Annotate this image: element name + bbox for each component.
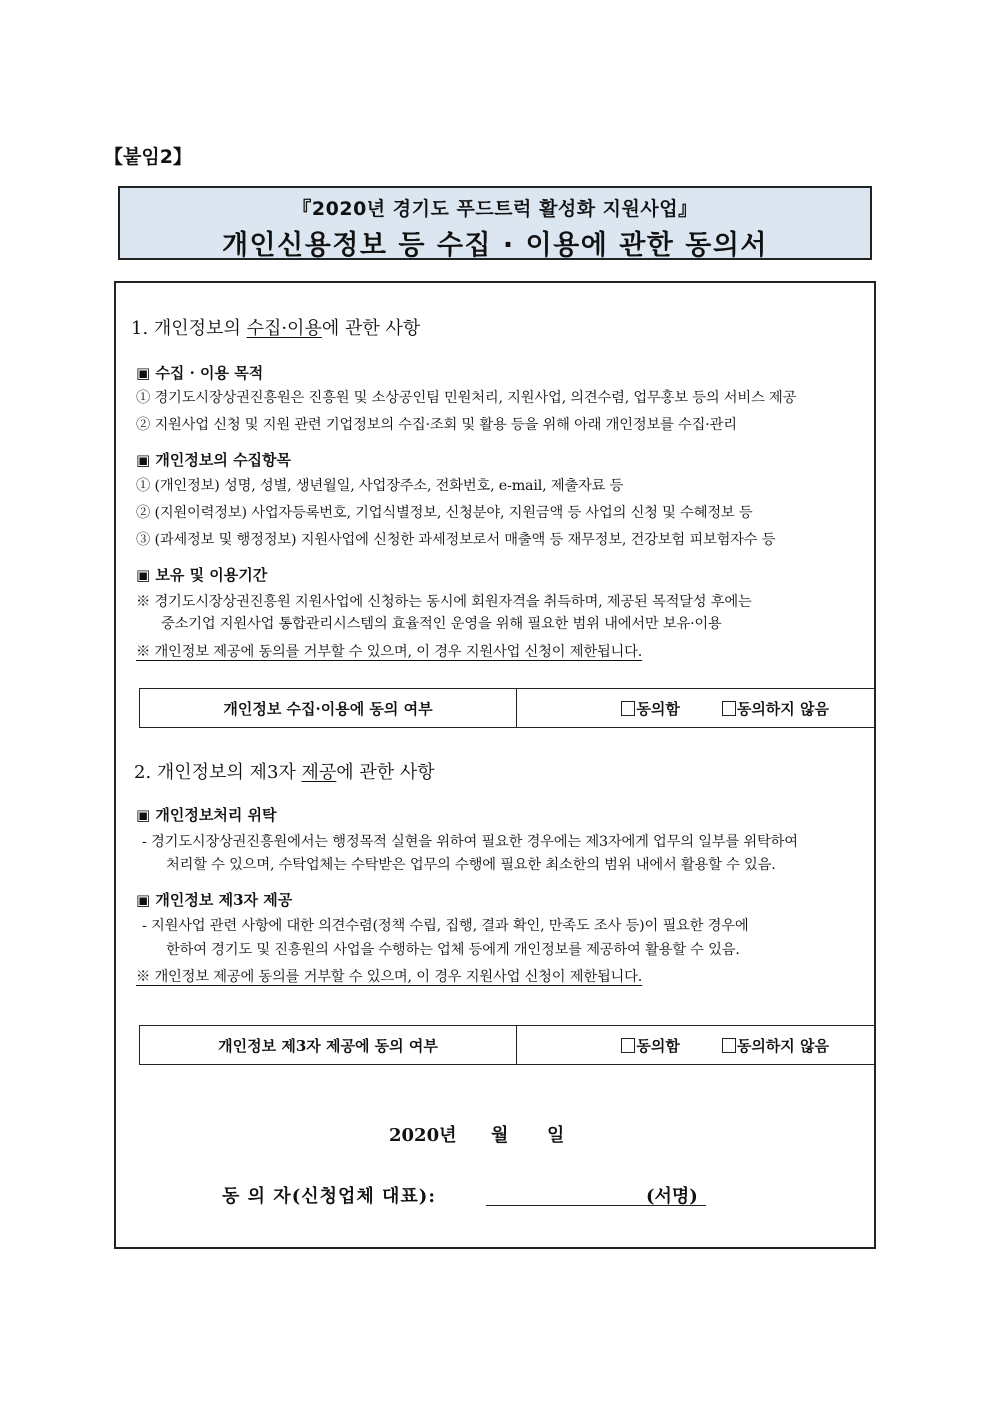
consent-third-party-agree[interactable] (621, 1035, 679, 1056)
consent-third-party-options (517, 1026, 875, 1064)
disagree-label: 동의하지 않음 (736, 699, 829, 718)
third-party-heading: ▣ 개인정보 제3자 제공 (136, 891, 293, 909)
consent-box-collection (139, 688, 876, 728)
consent-third-party-disagree[interactable] (722, 1035, 829, 1056)
date-month: 월 (491, 1125, 509, 1146)
section2-number: 2. 개인정보의 제3자 (134, 762, 302, 783)
date-year: 2020년 (389, 1125, 457, 1146)
checkbox-icon[interactable] (621, 1038, 635, 1053)
third-party-note: ※ 개인정보 제공에 동의를 거부할 수 있으며, 이 경우 지원사업 신청이 제한됩니다. (136, 969, 643, 985)
form-subtitle: 『2020년 경기도 푸드트럭 활성화 지원사업』 (292, 198, 698, 220)
retention-line-1: ※ 경기도시장상권진흥원 지원사업에 신청하는 동시에 회원자격을 취득하며, 제공된 목적달성 후에는 (136, 594, 752, 610)
entrust-line-2: 처리할 수 있으며, 수탁업체는 수탁받은 업무의 수행에 필요한 최소한의 범위 내에서 활용할 수 있음. (166, 857, 776, 873)
form-title: 개인신용정보 등 수집 · 이용에 관한 동의서 (221, 230, 769, 261)
consent-box-third-party (139, 1025, 876, 1065)
section2-title-underlined: 제공 (301, 762, 337, 783)
collect-item-1: ① (개인정보) 성명, 성별, 생년월일, 사업장주소, 전화번호, e-mail, 제출자료 등 (136, 478, 624, 494)
title-box (118, 186, 872, 260)
section1-title-underlined: 수집·이용 (246, 318, 322, 339)
attachment-label: 【붙임2】 (104, 146, 192, 168)
checkbox-icon[interactable] (621, 701, 635, 716)
collect-item-2: ② (지원이력정보) 사업자등록번호, 기업식별정보, 신청분야, 지원금액 등 사업의 신청 및 수혜정보 등 (136, 505, 753, 521)
consent-third-party-label: 개인정보 제3자 제공에 동의 여부 (140, 1026, 517, 1064)
section2-title-rest: 에 관한 사항 (336, 762, 435, 783)
consent-collection-label: 개인정보 수집·이용에 동의 여부 (140, 689, 517, 727)
checkbox-icon[interactable] (722, 1038, 736, 1053)
retention-line-2: 중소기업 지원사업 통합관리시스템의 효율적인 운영을 위해 필요한 범위 내에서만 보유·이용 (161, 616, 722, 632)
consent-collection-agree[interactable] (621, 698, 679, 719)
purpose-heading: ▣ 수집 · 이용 목적 (136, 364, 264, 382)
signature-mark: (서명) (646, 1186, 698, 1207)
section1-title (131, 314, 420, 340)
purpose-item-1: ① 경기도시장상권진흥원은 진흥원 및 소상공인팀 민원처리, 지원사업, 의견수렴, 업무홍보 등의 서비스 제공 (136, 390, 797, 406)
agree-label: 동의함 (636, 699, 680, 718)
section1-title-rest: 에 관한 사항 (321, 318, 421, 339)
signer-label: 동 의 자(신청업체 대표): (222, 1186, 436, 1207)
consent-collection-options (517, 689, 875, 727)
section1-number: 1. 개인정보의 (131, 318, 247, 339)
retention-note: ※ 개인정보 제공에 동의를 거부할 수 있으며, 이 경우 지원사업 신청이 제한됩니다. (136, 644, 643, 660)
checkbox-icon[interactable] (722, 701, 736, 716)
date-day: 일 (547, 1125, 565, 1146)
retention-heading: ▣ 보유 및 이용기간 (136, 566, 268, 584)
third-party-line-2: 한하여 경기도 및 진흥원의 사업을 수행하는 업체 등에게 개인정보를 제공하여 활용할 수 있음. (166, 942, 740, 958)
section2-title (134, 758, 435, 784)
agree-label: 동의함 (636, 1036, 680, 1055)
third-party-line-1: - 지원사업 관련 사항에 대한 의견수렴(정책 수립, 집행, 결과 확인, 만족도 조사 등)이 필요한 경우에 (142, 918, 749, 934)
items-heading: ▣ 개인정보의 수집항목 (136, 451, 292, 469)
entrust-line-1: - 경기도시장상권진흥원에서는 행정목적 실현을 위하여 필요한 경우에는 제3자에게 업무의 일부를 위탁하여 (142, 834, 798, 850)
disagree-label: 동의하지 않음 (736, 1036, 829, 1055)
collect-item-3: ③ (과세정보 및 행정정보) 지원사업에 신청한 과세정보로서 매출액 등 재무정보, 건강보험 피보험자수 등 (136, 532, 776, 548)
purpose-item-2: ② 지원사업 신청 및 지원 관련 기업정보의 수집·조회 및 활용 등을 위해 아래 개인정보를 수집·관리 (136, 417, 737, 433)
entrust-heading: ▣ 개인정보처리 위탁 (136, 806, 277, 824)
consent-collection-disagree[interactable] (722, 698, 829, 719)
